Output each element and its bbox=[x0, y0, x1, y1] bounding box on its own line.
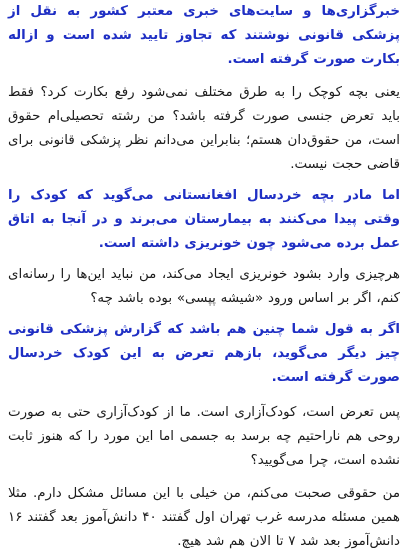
interview-question: اگر به قول شما چنین هم باشد که گزارش پزشکی قانونی چیز دیگر می‌گوید، بازهم تعرض به این کودک خردسال صورت گرفته است. bbox=[8, 322, 400, 385]
interview-question: اما مادر بچه خردسال افغانستانی می‌گوید که کودک را وقتی پیدا می‌کنند به بیمارستان می‌برند و در آنجا به اتاق عمل برده می‌شود چون خونریزی داشته است. bbox=[8, 188, 400, 251]
interview-answer: یعنی بچه کوچک را به طرق مختلف نمی‌شود رفع بکارت کرد؟ فقط باید تعرض جنسی صورت گرفته باشد؟ من رشته تحصیلی‌ام حقوق است، من حقوق‌دان هستم؛ بنابراین می‌دانم نظر پزشکی قانونی برای قاضی حجت نیست. bbox=[8, 85, 400, 172]
interview-answer: هرچیزی وارد بشود خونریزی ایجاد می‌کند، من نباید این‌ها را رسانه‌ای کنم، اگر بر اساس ورود «شیشه پپسی» بوده باشد چه؟ bbox=[8, 267, 400, 306]
interview-answer: پس تعرض است، کودک‌آزاری است. ما از کودک‌آزاری حتی به صورت روحی هم ناراحتیم چه برسد به جسمی اما این مورد را که هنوز ثابت نشده است، چرا می‌گویید؟ bbox=[8, 405, 400, 468]
interview-answer: من حقوقی صحبت می‌کنم، من خیلی با این مسائل مشکل دارم. مثلا همین مسئله مدرسه غرب تهران اول گفتند ۴۰ دانش‌آموز بعد گفتند ۱۶ دانش‌آموز بعد شد ۷ تا الان هم شد هیچ. bbox=[8, 486, 400, 549]
interview-question: خبرگزاری‌ها و سایت‌های خبری معتبر کشور به نقل از پزشکی قانونی نوشتند که تجاوز تایید شده است و ازاله بکارت صورت گرفته است. bbox=[8, 4, 400, 67]
